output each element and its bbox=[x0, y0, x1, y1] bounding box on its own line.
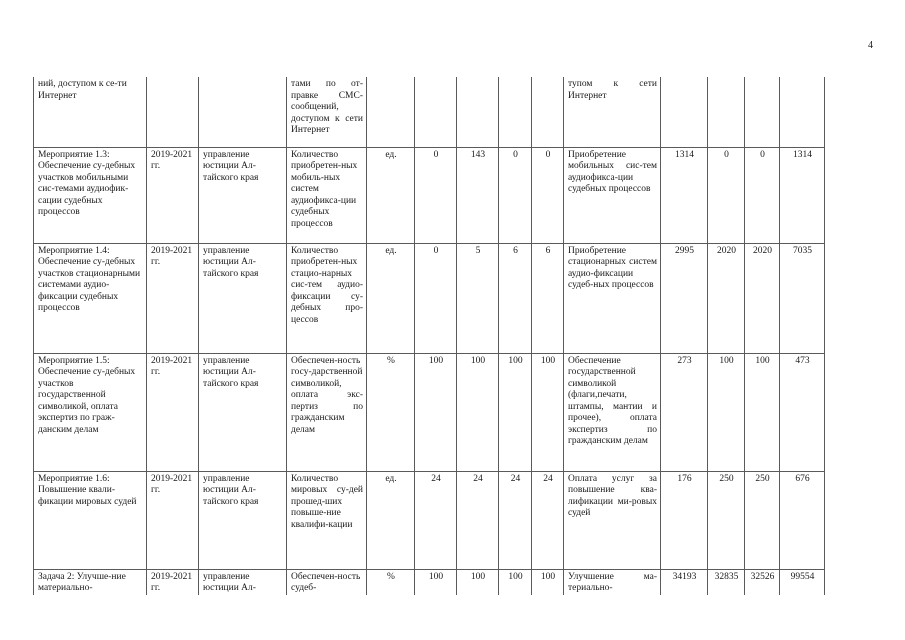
cell-f1: 34193 bbox=[661, 569, 708, 595]
cell-v2: 24 bbox=[457, 471, 499, 569]
cell-indicator: Обеспечен-ность судеб- bbox=[287, 569, 367, 595]
cell-event: Мероприятие 1.3: Обеспечение су-дебных участков мобильными сис-темами аудиофик-сации судебных процессов bbox=[34, 147, 147, 243]
cell-f3: 250 bbox=[745, 471, 780, 569]
cell-f2: 100 bbox=[708, 353, 745, 471]
cell-f4: 7035 bbox=[780, 243, 825, 353]
cell-v2: 100 bbox=[457, 569, 499, 595]
cell-event: Мероприятие 1.4: Обеспечение су-дебных участков стационарными системами аудио-фиксации судебных процессов bbox=[34, 243, 147, 353]
table-row bbox=[34, 471, 825, 569]
cell-v4: 100 bbox=[532, 353, 564, 471]
cell-f4: 676 bbox=[780, 471, 825, 569]
table-row bbox=[34, 353, 825, 471]
cell-f3: 100 bbox=[745, 353, 780, 471]
cell-f3: 32526 bbox=[745, 569, 780, 595]
cell-indicator: Количество мировых су-дей прошед-ших повыше-ние квалифи-кации bbox=[287, 471, 367, 569]
cell-f3: 0 bbox=[745, 147, 780, 243]
cell-executor: управление юстиции Ал-тайского края bbox=[199, 471, 287, 569]
cell-event: Задача 2: Улучше-ние материально- bbox=[34, 569, 147, 595]
cell-v1: 100 bbox=[415, 569, 457, 595]
table-row bbox=[34, 243, 825, 353]
cell-financing: Улучшение ма-териально- bbox=[564, 569, 661, 595]
cell-financing: Приобретение стационарных систем аудио-фиксации судеб-ных процессов bbox=[564, 243, 661, 353]
cell-executor: управление юстиции Ал- bbox=[199, 569, 287, 595]
cell-f1: 273 bbox=[661, 353, 708, 471]
cell-v4: 100 bbox=[532, 569, 564, 595]
cell-f3: 2020 bbox=[745, 243, 780, 353]
cell-indicator: тами по от-правке СМС-сообщений, доступом к сети Интернет bbox=[287, 77, 367, 147]
cell-v1: 24 bbox=[415, 471, 457, 569]
cell-event: ний, доступом к се-ти Интернет bbox=[34, 77, 147, 147]
cell-executor: управление юстиции Ал-тайского края bbox=[199, 147, 287, 243]
cell-period: 2019-2021 гг. bbox=[147, 353, 199, 471]
cell-f1: 176 bbox=[661, 471, 708, 569]
cell-indicator: Количество приобретен-ных мобиль-ных систем аудиофикса-ции судебных процессов bbox=[287, 147, 367, 243]
cell-v4: 0 bbox=[532, 147, 564, 243]
cell-f4: 99554 bbox=[780, 569, 825, 595]
cell-period: 2019-2021 гг. bbox=[147, 243, 199, 353]
cell-f1 bbox=[661, 77, 708, 147]
cell-f3 bbox=[745, 77, 780, 147]
cell-f4 bbox=[780, 77, 825, 147]
cell-f4: 1314 bbox=[780, 147, 825, 243]
cell-v1: 0 bbox=[415, 243, 457, 353]
cell-v1: 100 bbox=[415, 353, 457, 471]
cell-unit: % bbox=[367, 353, 415, 471]
program-table bbox=[33, 77, 825, 595]
table-row bbox=[34, 569, 825, 595]
cell-f2: 2020 bbox=[708, 243, 745, 353]
cell-financing: Обеспечение государственной символикой (флаги,печати, штампы, мантии и прочее), оплата экспертиз по гражданским делам bbox=[564, 353, 661, 471]
cell-v2: 5 bbox=[457, 243, 499, 353]
cell-f1: 2995 bbox=[661, 243, 708, 353]
table-row bbox=[34, 77, 825, 147]
cell-f2: 250 bbox=[708, 471, 745, 569]
cell-v2: 143 bbox=[457, 147, 499, 243]
cell-event: Мероприятие 1.6: Повышение квали-фикации мировых судей bbox=[34, 471, 147, 569]
cell-f2: 0 bbox=[708, 147, 745, 243]
cell-v4: 24 bbox=[532, 471, 564, 569]
cell-executor: управление юстиции Ал-тайского края bbox=[199, 243, 287, 353]
table-row bbox=[34, 147, 825, 243]
cell-indicator: Количество приобретен-ных стацио-нарных сис-тем аудио-фиксации су-дебных про-цессов bbox=[287, 243, 367, 353]
cell-period: 2019-2021 гг. bbox=[147, 147, 199, 243]
cell-executor bbox=[199, 77, 287, 147]
cell-v3 bbox=[499, 77, 532, 147]
cell-v3: 100 bbox=[499, 569, 532, 595]
cell-v2: 100 bbox=[457, 353, 499, 471]
cell-indicator: Обеспечен-ность госу-дарственной символикой, оплата экс-пертиз по гражданским делам bbox=[287, 353, 367, 471]
cell-v2 bbox=[457, 77, 499, 147]
cell-v4 bbox=[532, 77, 564, 147]
cell-v3: 0 bbox=[499, 147, 532, 243]
cell-f2: 32835 bbox=[708, 569, 745, 595]
cell-period bbox=[147, 77, 199, 147]
cell-period: 2019-2021 гг. bbox=[147, 471, 199, 569]
cell-f2 bbox=[708, 77, 745, 147]
cell-unit: ед. bbox=[367, 147, 415, 243]
cell-unit: ед. bbox=[367, 243, 415, 353]
cell-executor: управление юстиции Ал-тайского края bbox=[199, 353, 287, 471]
cell-v3: 6 bbox=[499, 243, 532, 353]
cell-f4: 473 bbox=[780, 353, 825, 471]
page-number: 4 bbox=[868, 40, 873, 51]
cell-financing: Приобретение мобильных сис-тем аудиофикса-ции судебных процессов bbox=[564, 147, 661, 243]
cell-f1: 1314 bbox=[661, 147, 708, 243]
cell-unit: ед. bbox=[367, 471, 415, 569]
cell-v3: 100 bbox=[499, 353, 532, 471]
cell-v1 bbox=[415, 77, 457, 147]
cell-v1: 0 bbox=[415, 147, 457, 243]
cell-v4: 6 bbox=[532, 243, 564, 353]
cell-v3: 24 bbox=[499, 471, 532, 569]
cell-financing: Оплата услуг за повышение ква-лификации ми-ровых судей bbox=[564, 471, 661, 569]
cell-period: 2019-2021 гг. bbox=[147, 569, 199, 595]
cell-unit: % bbox=[367, 569, 415, 595]
cell-unit bbox=[367, 77, 415, 147]
cell-event: Мероприятие 1.5: Обеспечение су-дебных участков государственной символикой, оплата экспертиз по граж-данским делам bbox=[34, 353, 147, 471]
cell-financing: тупом к сети Интернет bbox=[564, 77, 661, 147]
